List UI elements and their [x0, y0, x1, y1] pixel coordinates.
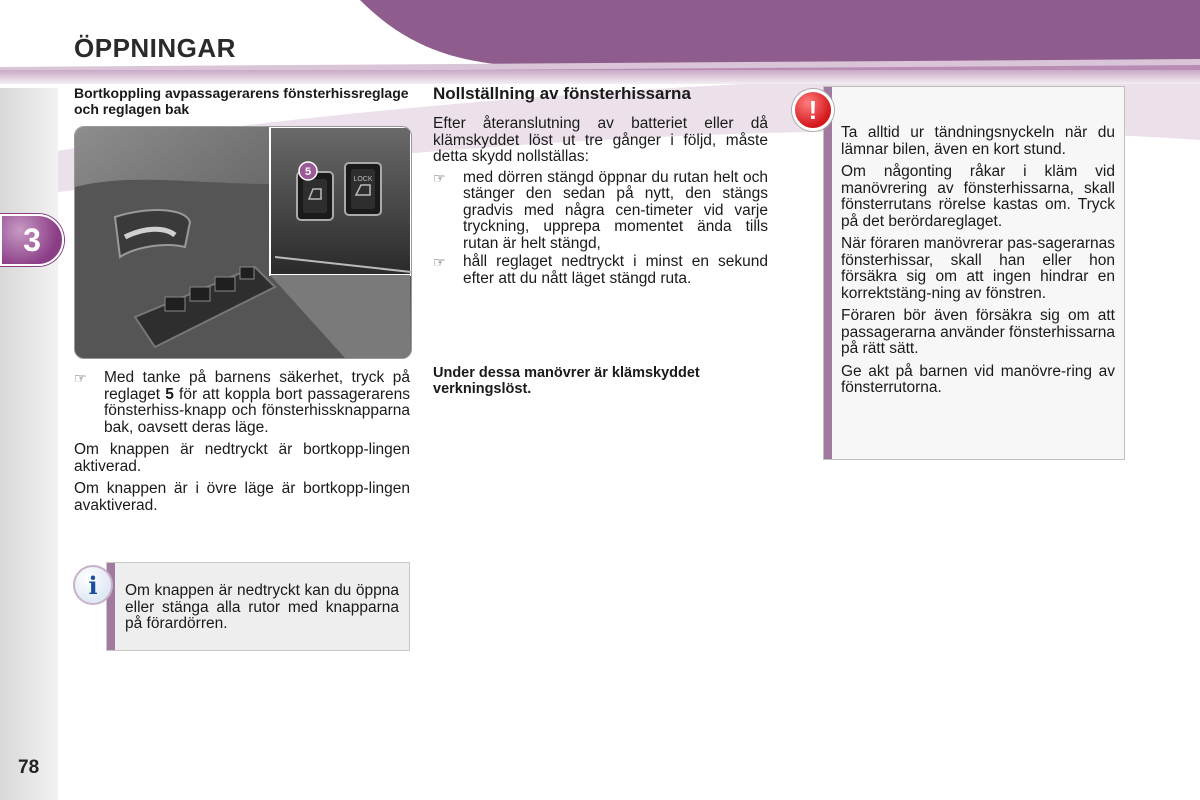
middle-intro: Efter återanslutning av batteriet eller då klämskyddet löst ut tre gånger i följd, måste detta skydd nollställas: [433, 115, 768, 165]
middle-bullet-2: håll reglaget nedtryckt i minst en sekund efter att du nått läget stängd ruta. [463, 253, 768, 287]
list-item [433, 254, 768, 287]
middle-note: Under dessa manövrer är klämskyddet verkningslöst. [433, 365, 700, 397]
door-switch-illustration [75, 127, 411, 358]
warning-para: Ge akt på barnen vid manövre-ring av fönsterrutorna. [841, 362, 1115, 396]
info-box [88, 562, 410, 651]
left-para-2: Om knappen är i övre läge är bortkopp-lingen avaktiverad. [74, 480, 410, 514]
left-margin-strip [0, 88, 58, 800]
list-item [433, 170, 768, 253]
pointing-hand-icon: ☞ [74, 370, 87, 386]
info-text: Om knappen är nedtryckt kan du öppna eller stänga alla rutor med knapparna på förardörren. [125, 582, 399, 632]
info-icon: i [73, 565, 113, 605]
left-body [74, 370, 410, 520]
bullet-suffix: för att koppla bort passagerarens fönsterhiss-knapp och fönsterhissknapparna bak, oavsett deras läge. [104, 385, 410, 436]
pointing-hand-icon: ☞ [433, 169, 446, 186]
middle-body [433, 116, 768, 287]
button-5-label: 5 [304, 166, 312, 178]
page-title: ÖPPNINGAR [74, 33, 236, 63]
section-title: Nollställning av fönsterhissarna [433, 84, 691, 103]
warning-para: När föraren manövrerar pas-sagerarnas fönsterhissar, skall han eller hon försäkra sig om att ingen hindrar en korrektstäng-ning av fönstren. [841, 235, 1115, 302]
warning-para: Om någonting råkar i kläm vid manövrering av fönsterhissarna, skall fönsterrutans rörelse kastas om. Tryck på det berördareglaget. [841, 163, 1115, 230]
middle-bullet-1: med dörren stängd öppnar du rutan helt och stänger den sedan på nytt, den stängs gradvis med några cen-timeter vid varje tryckning, upprepa momentet ända tills rutan är helt stängd, [463, 168, 768, 252]
page-number: 78 [18, 757, 40, 778]
warning-para: Föraren bör även försäkra sig om att passagerarna använder fönsterhissarna på rätt sätt. [841, 307, 1116, 357]
door-switch-photo [74, 126, 412, 359]
left-heading: Bortkoppling avpassagerarens fönsterhissreglage och reglagen bak [74, 85, 409, 117]
lock-label: LOCK [353, 176, 373, 183]
warning-box [808, 86, 1125, 460]
header-band [0, 70, 1200, 84]
chapter-tab[interactable] [0, 214, 64, 266]
bullet-bold: 5 [165, 385, 174, 403]
pointing-hand-icon: ☞ [433, 254, 446, 270]
exclamation-icon: ! [792, 89, 834, 131]
bullet-prefix: Med tanke på barnens säkerhet, tryck på reglaget [104, 369, 410, 403]
warning-text [841, 125, 1115, 403]
warning-para: Ta alltid ur tändningsnyckeln när du lämnar bilen, även en kort stund. [841, 124, 1115, 158]
left-para-1: Om knappen är nedtryckt är bortkopp-lingen aktiverad. [74, 441, 410, 475]
warning-box-bar [824, 87, 832, 459]
chapter-number: 3 [23, 221, 41, 258]
list-item [74, 370, 410, 436]
